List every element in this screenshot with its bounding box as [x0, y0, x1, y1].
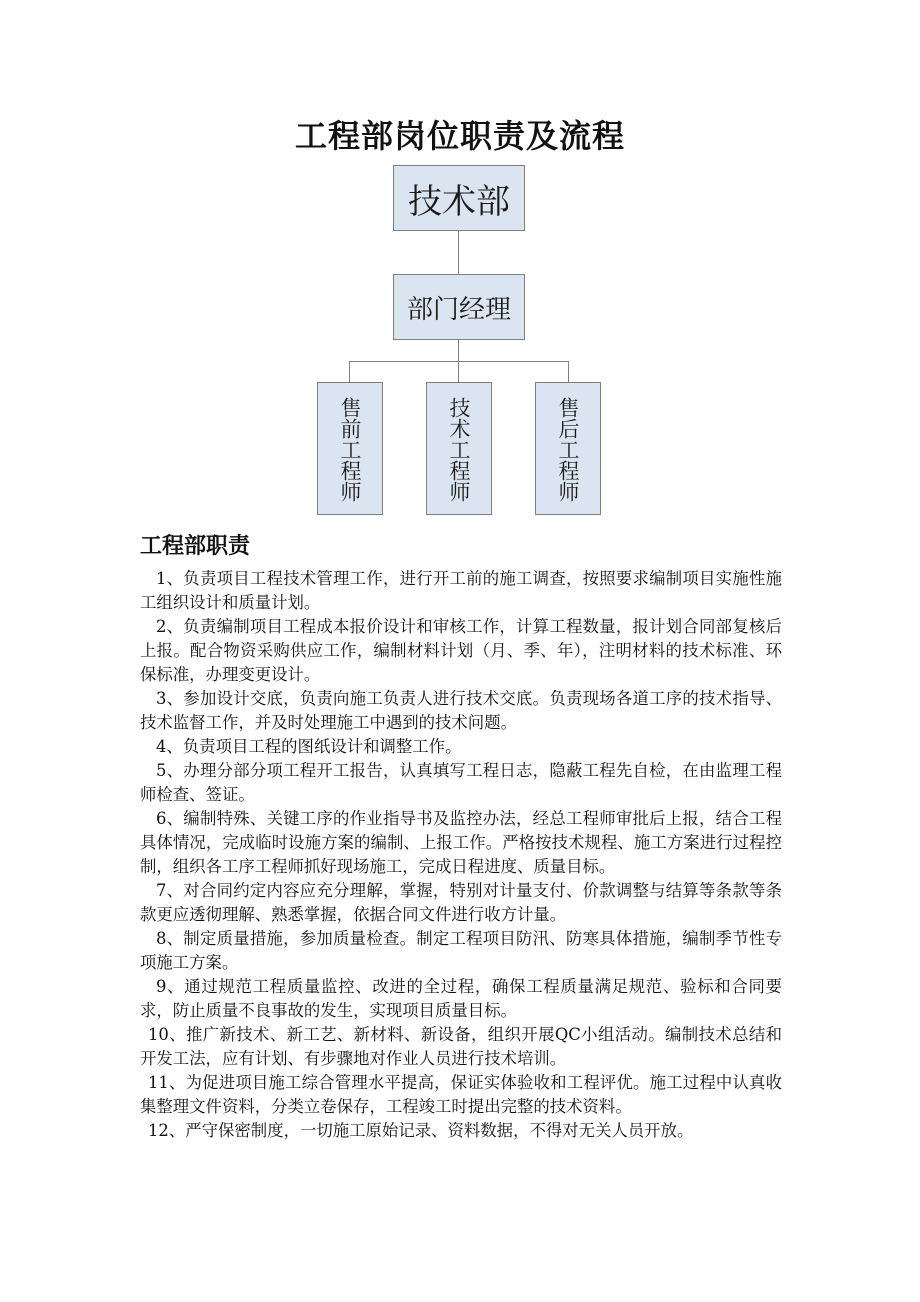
duties-list [140, 567, 782, 1143]
duty-item: 7、对合同约定内容应充分理解，掌握，特别对计量支付、价款调整与结算等条款等条款更应透彻理解、熟悉掌握，依据合同文件进行收方计量。 [140, 881, 782, 924]
connector-middle-down [458, 340, 459, 362]
connector-leaf-3 [568, 361, 569, 382]
duty-item: 1、负责项目工程技术管理工作，进行开工前的施工调查，按照要求编制项目实施性施工组织设计和质量计划。 [140, 569, 782, 612]
org-node-tech-engineer: 技术工程师 [426, 382, 492, 515]
page-title: 工程部岗位职责及流程 [294, 117, 625, 155]
duty-item: 4、负责项目工程的图纸设计和调整工作。 [156, 737, 462, 756]
org-node-presales-engineer: 售前工程师 [317, 382, 383, 515]
org-node-aftersales-engineer: 售后工程师 [535, 382, 601, 515]
org-node-tech-dept: 技术部 [393, 165, 525, 231]
org-node-dept-manager: 部门经理 [393, 274, 525, 340]
connector-top-middle [458, 231, 459, 274]
duty-item: 12、严守保密制度，一切施工原始记录、资料数据，不得对无关人员开放。 [148, 1121, 694, 1140]
org-chart [0, 0, 920, 530]
duty-item: 2、负责编制项目工程成本报价设计和审核工作，计算工程数量，报计划合同部复核后上报。配合物资采购供应工作，编制材料计划（月、季、年），注明材料的技术标准、环保标准，办理变更设计。 [140, 617, 782, 684]
duty-item: 11、为促进项目施工综合管理水平提高，保证实体验收和工程评优。施工过程中认真收集整理文件资料，分类立卷保存，工程竣工时提出完整的技术资料。 [140, 1073, 782, 1116]
duty-item: 10、推广新技术、新工艺、新材料、新设备，组织开展QC小组活动。编制技术总结和开发工法，应有计划、有步骤地对作业人员进行技术培训。 [140, 1025, 782, 1068]
connector-leaf-1 [349, 361, 350, 382]
connector-leaf-2 [458, 361, 459, 382]
duty-item: 8、制定质量措施，参加质量检查。制定工程项目防汛、防寒具体措施，编制季节性专项施工方案。 [140, 929, 782, 972]
section-heading: 工程部职责 [140, 533, 251, 559]
duty-item: 3、参加设计交底，负责向施工负责人进行技术交底。负责现场各道工序的技术指导、技术监督工作，并及时处理施工中遇到的技术问题。 [140, 689, 782, 732]
duty-item: 5、办理分部分项工程开工报告，认真填写工程日志，隐蔽工程先自检，在由监理工程师检查、签证。 [140, 761, 782, 804]
duty-item: 6、编制特殊、关键工序的作业指导书及监控办法，经总工程师审批后上报，结合工程具体情况，完成临时设施方案的编制、上报工作。严格按技术规程、施工方案进行过程控制，组织各工序工程师抓好现场施工，完成日程进度、质量目标。 [140, 809, 782, 876]
duty-item: 9、通过规范工程质量监控、改进的全过程，确保工程质量满足规范、验标和合同要求，防止质量不良事故的发生，实现项目质量目标。 [140, 977, 782, 1020]
